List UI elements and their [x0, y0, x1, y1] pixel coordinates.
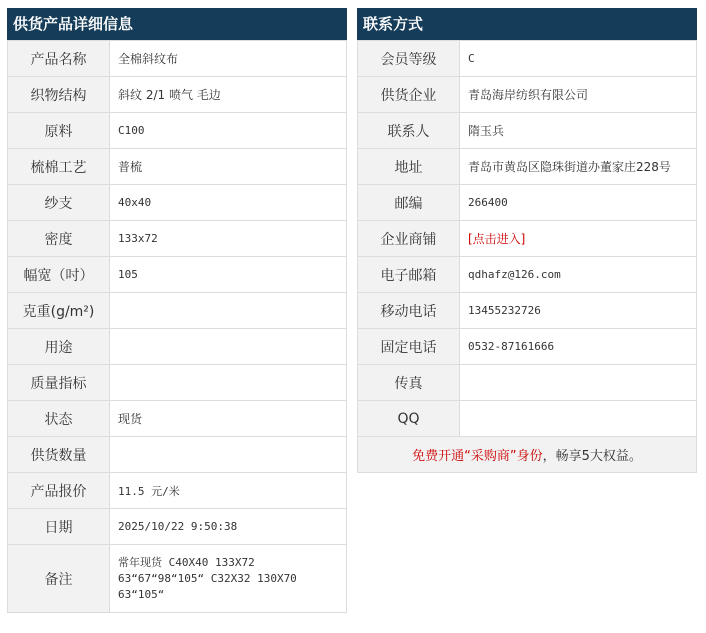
row-value: 斜纹 2/1 喷气 毛边	[110, 77, 347, 113]
row-label: 幅宽（吋）	[8, 257, 110, 293]
row-label: 纱支	[8, 185, 110, 221]
row-label: 质量指标	[8, 365, 110, 401]
table-row	[358, 113, 697, 149]
row-label: 供货企业	[358, 77, 460, 113]
row-label: 供货数量	[8, 437, 110, 473]
member-level-value: C	[460, 41, 697, 77]
row-label: 企业商铺	[358, 221, 460, 257]
table-row	[8, 329, 347, 365]
row-label: 状态	[8, 401, 110, 437]
contact-header: 联系方式	[357, 8, 697, 40]
row-value: 2025/10/22 9:50:38	[110, 509, 347, 545]
table-row	[8, 185, 347, 221]
row-label: 传真	[358, 365, 460, 401]
row-label: 梳棉工艺	[8, 149, 110, 185]
shop-link[interactable]: [点击进入]	[468, 232, 526, 246]
promo-text: ，畅享5大权益。	[542, 449, 642, 464]
row-value: 全棉斜纹布	[110, 41, 347, 77]
remark-line: 63“67“98“105“ C32X32 130X70	[118, 571, 297, 585]
promo-row	[358, 437, 697, 473]
row-label: 联系人	[358, 113, 460, 149]
table-row	[358, 185, 697, 221]
table-row	[8, 77, 347, 113]
row-value: 105	[110, 257, 347, 293]
remark-label: 备注	[8, 545, 110, 613]
row-label: 移动电话	[358, 293, 460, 329]
table-row	[8, 113, 347, 149]
mobile-value: 13455232726	[460, 293, 697, 329]
table-row	[358, 401, 697, 437]
row-label: 地址	[358, 149, 460, 185]
table-row	[358, 77, 697, 113]
table-row	[8, 437, 347, 473]
table-row	[8, 509, 347, 545]
qq-value	[460, 401, 697, 437]
product-details-panel	[7, 8, 347, 613]
table-row	[8, 257, 347, 293]
row-label: 产品报价	[8, 473, 110, 509]
buyer-signup-link[interactable]: 免费开通“采购商”身份	[412, 449, 543, 464]
remark-value	[110, 545, 347, 613]
table-row	[8, 473, 347, 509]
row-value: C100	[110, 113, 347, 149]
row-label: 固定电话	[358, 329, 460, 365]
table-row	[8, 221, 347, 257]
remark-line: 63“105“	[118, 587, 165, 601]
table-row	[8, 401, 347, 437]
contact-panel	[357, 8, 697, 473]
contact-person-value: 隋玉兵	[460, 113, 697, 149]
row-value	[110, 329, 347, 365]
shop-cell	[460, 221, 697, 257]
row-label: 克重(g/m²)	[8, 293, 110, 329]
table-row-remark	[8, 545, 347, 613]
row-value: 133x72	[110, 221, 347, 257]
table-row	[358, 149, 697, 185]
table-row	[8, 293, 347, 329]
row-value	[110, 365, 347, 401]
row-label: 产品名称	[8, 41, 110, 77]
address-value: 青岛市黄岛区隐珠街道办董家庄228号	[460, 149, 697, 185]
table-row	[358, 41, 697, 77]
row-label: QQ	[358, 401, 460, 437]
row-label: 原料	[8, 113, 110, 149]
email-value: qdhafz@126.com	[460, 257, 697, 293]
row-label: 密度	[8, 221, 110, 257]
row-label: 会员等级	[358, 41, 460, 77]
row-value	[110, 437, 347, 473]
table-row	[8, 365, 347, 401]
table-row	[358, 329, 697, 365]
product-details-table	[7, 40, 347, 613]
table-row	[358, 257, 697, 293]
table-row	[8, 149, 347, 185]
table-row	[8, 41, 347, 77]
row-label: 织物结构	[8, 77, 110, 113]
row-value: 11.5 元/米	[110, 473, 347, 509]
contact-table	[357, 40, 697, 473]
postcode-value: 266400	[460, 185, 697, 221]
row-value: 现货	[110, 401, 347, 437]
row-label: 用途	[8, 329, 110, 365]
phone-value: 0532-87161666	[460, 329, 697, 365]
remark-line: 常年现货 C40X40 133X72	[118, 555, 255, 569]
row-label: 电子邮箱	[358, 257, 460, 293]
row-label: 日期	[8, 509, 110, 545]
table-row	[358, 365, 697, 401]
fax-value	[460, 365, 697, 401]
table-row	[358, 221, 697, 257]
product-details-header: 供货产品详细信息	[7, 8, 347, 40]
table-row	[358, 293, 697, 329]
company-value: 青岛海岸纺织有限公司	[460, 77, 697, 113]
row-value: 普梳	[110, 149, 347, 185]
promo-cell	[358, 437, 697, 473]
row-value: 40x40	[110, 185, 347, 221]
row-value	[110, 293, 347, 329]
row-label: 邮编	[358, 185, 460, 221]
